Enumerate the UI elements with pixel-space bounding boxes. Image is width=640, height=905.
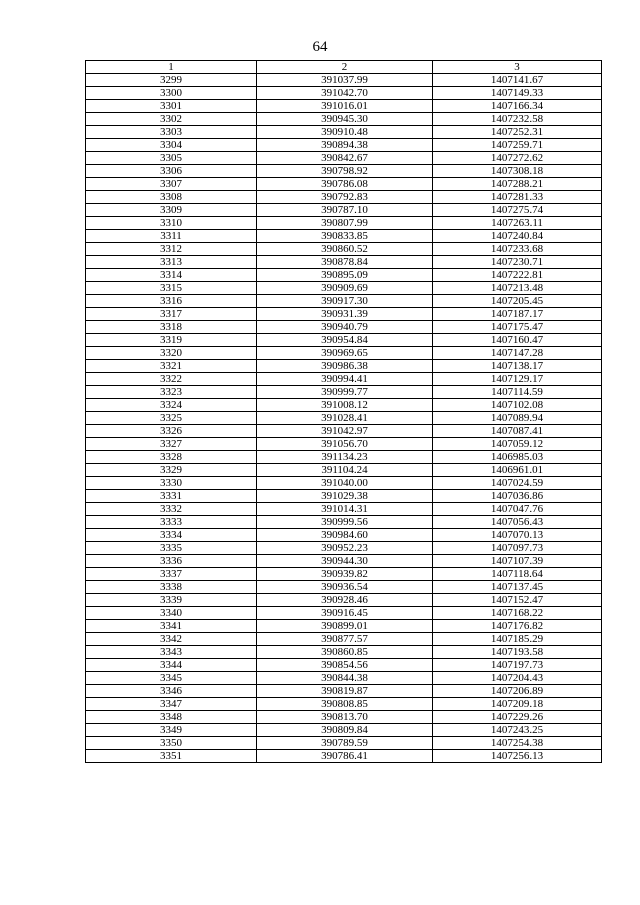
table-row (86, 412, 602, 425)
x-coordinate-cell: 390945.30 (257, 113, 433, 126)
y-coordinate-cell: 1407187.17 (433, 308, 602, 321)
y-coordinate-cell: 1407193.58 (433, 646, 602, 659)
x-coordinate-cell: 390986.38 (257, 360, 433, 373)
x-coordinate-cell: 390917.30 (257, 295, 433, 308)
table-row (86, 646, 602, 659)
y-coordinate-cell: 1407230.71 (433, 256, 602, 269)
y-coordinate-cell: 1407256.13 (433, 750, 602, 763)
table-row (86, 334, 602, 347)
y-coordinate-cell: 1407213.48 (433, 282, 602, 295)
table-row (86, 568, 602, 581)
y-coordinate-cell: 1407176.82 (433, 620, 602, 633)
x-coordinate-cell: 391134.23 (257, 451, 433, 464)
point-number-cell: 3327 (86, 438, 257, 451)
table-row (86, 360, 602, 373)
point-number-cell: 3330 (86, 477, 257, 490)
table-row (86, 490, 602, 503)
table-row (86, 464, 602, 477)
y-coordinate-cell: 1407024.59 (433, 477, 602, 490)
y-coordinate-cell: 1407281.33 (433, 191, 602, 204)
x-coordinate-cell: 391016.01 (257, 100, 433, 113)
point-number-cell: 3348 (86, 711, 257, 724)
point-number-cell: 3340 (86, 607, 257, 620)
point-number-cell: 3341 (86, 620, 257, 633)
table-row (86, 386, 602, 399)
y-coordinate-cell: 1407141.67 (433, 74, 602, 87)
y-coordinate-cell: 1407036.86 (433, 490, 602, 503)
point-number-cell: 3311 (86, 230, 257, 243)
table-row (86, 737, 602, 750)
table-row (86, 126, 602, 139)
table-row (86, 217, 602, 230)
x-coordinate-cell: 390999.77 (257, 386, 433, 399)
point-number-cell: 3331 (86, 490, 257, 503)
x-coordinate-cell: 390994.41 (257, 373, 433, 386)
table-header-row (86, 61, 602, 74)
point-number-cell: 3303 (86, 126, 257, 139)
table-row (86, 269, 602, 282)
table-row (86, 555, 602, 568)
table-body (86, 74, 602, 763)
y-coordinate-cell: 1407206.89 (433, 685, 602, 698)
x-coordinate-cell: 390808.85 (257, 698, 433, 711)
y-coordinate-cell: 1407209.18 (433, 698, 602, 711)
x-coordinate-cell: 390844.38 (257, 672, 433, 685)
table-row (86, 321, 602, 334)
y-coordinate-cell: 1407197.73 (433, 659, 602, 672)
table-row (86, 542, 602, 555)
y-coordinate-cell: 1407232.58 (433, 113, 602, 126)
x-coordinate-cell: 390860.85 (257, 646, 433, 659)
table-row (86, 581, 602, 594)
y-coordinate-cell: 1407114.59 (433, 386, 602, 399)
x-coordinate-cell: 390984.60 (257, 529, 433, 542)
point-number-cell: 3310 (86, 217, 257, 230)
point-number-cell: 3319 (86, 334, 257, 347)
x-coordinate-cell: 390952.23 (257, 542, 433, 555)
y-coordinate-cell: 1407252.31 (433, 126, 602, 139)
table-row (86, 750, 602, 763)
point-number-cell: 3339 (86, 594, 257, 607)
x-coordinate-cell: 390819.87 (257, 685, 433, 698)
x-coordinate-cell: 390860.52 (257, 243, 433, 256)
table-row (86, 659, 602, 672)
point-number-cell: 3333 (86, 516, 257, 529)
x-coordinate-cell: 391037.99 (257, 74, 433, 87)
point-number-cell: 3321 (86, 360, 257, 373)
point-number-cell: 3323 (86, 386, 257, 399)
x-coordinate-cell: 391042.70 (257, 87, 433, 100)
x-coordinate-cell: 390931.39 (257, 308, 433, 321)
y-coordinate-cell: 1407147.28 (433, 347, 602, 360)
point-number-cell: 3351 (86, 750, 257, 763)
x-coordinate-cell: 390813.70 (257, 711, 433, 724)
table-row (86, 685, 602, 698)
table-row (86, 74, 602, 87)
y-coordinate-cell: 1407118.64 (433, 568, 602, 581)
column-header-point: 1 (86, 61, 257, 74)
point-number-cell: 3347 (86, 698, 257, 711)
table-row (86, 347, 602, 360)
x-coordinate-cell: 390842.67 (257, 152, 433, 165)
point-number-cell: 3346 (86, 685, 257, 698)
y-coordinate-cell: 1407138.17 (433, 360, 602, 373)
table-row (86, 230, 602, 243)
table-row (86, 451, 602, 464)
table-row (86, 516, 602, 529)
y-coordinate-cell: 1407089.94 (433, 412, 602, 425)
x-coordinate-cell: 390940.79 (257, 321, 433, 334)
point-number-cell: 3314 (86, 269, 257, 282)
y-coordinate-cell: 1407107.39 (433, 555, 602, 568)
table-row (86, 438, 602, 451)
point-number-cell: 3342 (86, 633, 257, 646)
x-coordinate-cell: 390916.45 (257, 607, 433, 620)
point-number-cell: 3322 (86, 373, 257, 386)
point-number-cell: 3304 (86, 139, 257, 152)
y-coordinate-cell: 1407129.17 (433, 373, 602, 386)
y-coordinate-cell: 1407275.74 (433, 204, 602, 217)
point-number-cell: 3312 (86, 243, 257, 256)
table-row (86, 633, 602, 646)
table-row (86, 607, 602, 620)
point-number-cell: 3335 (86, 542, 257, 555)
table-row (86, 256, 602, 269)
y-coordinate-cell: 1407205.45 (433, 295, 602, 308)
y-coordinate-cell: 1407166.34 (433, 100, 602, 113)
y-coordinate-cell: 1407240.84 (433, 230, 602, 243)
x-coordinate-cell: 391056.70 (257, 438, 433, 451)
point-number-cell: 3334 (86, 529, 257, 542)
table-row (86, 243, 602, 256)
x-coordinate-cell: 390786.41 (257, 750, 433, 763)
point-number-cell: 3309 (86, 204, 257, 217)
point-number-cell: 3300 (86, 87, 257, 100)
point-number-cell: 3299 (86, 74, 257, 87)
x-coordinate-cell: 390807.99 (257, 217, 433, 230)
point-number-cell: 3343 (86, 646, 257, 659)
table-row (86, 191, 602, 204)
y-coordinate-cell: 1407222.81 (433, 269, 602, 282)
column-header-y: 3 (433, 61, 602, 74)
x-coordinate-cell: 390878.84 (257, 256, 433, 269)
point-number-cell: 3329 (86, 464, 257, 477)
y-coordinate-cell: 1407229.26 (433, 711, 602, 724)
x-coordinate-cell: 390877.57 (257, 633, 433, 646)
point-number-cell: 3349 (86, 724, 257, 737)
table-row (86, 620, 602, 633)
y-coordinate-cell: 1406985.03 (433, 451, 602, 464)
point-number-cell: 3344 (86, 659, 257, 672)
y-coordinate-cell: 1407047.76 (433, 503, 602, 516)
x-coordinate-cell: 390798.92 (257, 165, 433, 178)
y-coordinate-cell: 1407102.08 (433, 399, 602, 412)
table-row (86, 425, 602, 438)
table-row (86, 399, 602, 412)
x-coordinate-cell: 390833.85 (257, 230, 433, 243)
point-number-cell: 3313 (86, 256, 257, 269)
x-coordinate-cell: 390954.84 (257, 334, 433, 347)
x-coordinate-cell: 391042.97 (257, 425, 433, 438)
y-coordinate-cell: 1407168.22 (433, 607, 602, 620)
x-coordinate-cell: 390999.56 (257, 516, 433, 529)
table-row (86, 204, 602, 217)
point-number-cell: 3301 (86, 100, 257, 113)
table-row (86, 711, 602, 724)
table-row (86, 295, 602, 308)
point-number-cell: 3328 (86, 451, 257, 464)
y-coordinate-cell: 1407272.62 (433, 152, 602, 165)
x-coordinate-cell: 390909.69 (257, 282, 433, 295)
point-number-cell: 3350 (86, 737, 257, 750)
column-header-x: 2 (257, 61, 433, 74)
table-row (86, 477, 602, 490)
point-number-cell: 3338 (86, 581, 257, 594)
table-row (86, 152, 602, 165)
y-coordinate-cell: 1407097.73 (433, 542, 602, 555)
x-coordinate-cell: 390895.09 (257, 269, 433, 282)
table-row (86, 165, 602, 178)
y-coordinate-cell: 1407204.43 (433, 672, 602, 685)
table-row (86, 373, 602, 386)
point-number-cell: 3324 (86, 399, 257, 412)
x-coordinate-cell: 391029.38 (257, 490, 433, 503)
y-coordinate-cell: 1407137.45 (433, 581, 602, 594)
y-coordinate-cell: 1407185.29 (433, 633, 602, 646)
point-number-cell: 3317 (86, 308, 257, 321)
x-coordinate-cell: 391104.24 (257, 464, 433, 477)
x-coordinate-cell: 390809.84 (257, 724, 433, 737)
x-coordinate-cell: 390944.30 (257, 555, 433, 568)
x-coordinate-cell: 390928.46 (257, 594, 433, 607)
point-number-cell: 3318 (86, 321, 257, 334)
x-coordinate-cell: 390899.01 (257, 620, 433, 633)
point-number-cell: 3320 (86, 347, 257, 360)
x-coordinate-cell: 390894.38 (257, 139, 433, 152)
table-row (86, 529, 602, 542)
y-coordinate-cell: 1407233.68 (433, 243, 602, 256)
table-row (86, 113, 602, 126)
table-row (86, 503, 602, 516)
y-coordinate-cell: 1407288.21 (433, 178, 602, 191)
point-number-cell: 3336 (86, 555, 257, 568)
x-coordinate-cell: 391008.12 (257, 399, 433, 412)
table-row (86, 724, 602, 737)
point-number-cell: 3337 (86, 568, 257, 581)
y-coordinate-cell: 1407059.12 (433, 438, 602, 451)
point-number-cell: 3315 (86, 282, 257, 295)
point-number-cell: 3316 (86, 295, 257, 308)
y-coordinate-cell: 1407152.47 (433, 594, 602, 607)
x-coordinate-cell: 390910.48 (257, 126, 433, 139)
x-coordinate-cell: 391040.00 (257, 477, 433, 490)
y-coordinate-cell: 1407070.13 (433, 529, 602, 542)
table-row (86, 87, 602, 100)
x-coordinate-cell: 390792.83 (257, 191, 433, 204)
y-coordinate-cell: 1407243.25 (433, 724, 602, 737)
table-row (86, 139, 602, 152)
y-coordinate-cell: 1407087.41 (433, 425, 602, 438)
x-coordinate-cell: 390786.08 (257, 178, 433, 191)
page-number: 64 (312, 39, 328, 55)
y-coordinate-cell: 1407160.47 (433, 334, 602, 347)
x-coordinate-cell: 391014.31 (257, 503, 433, 516)
table-row (86, 698, 602, 711)
y-coordinate-cell: 1407263.11 (433, 217, 602, 230)
table-row (86, 308, 602, 321)
y-coordinate-cell: 1407149.33 (433, 87, 602, 100)
y-coordinate-cell: 1407175.47 (433, 321, 602, 334)
table-row (86, 282, 602, 295)
table-row (86, 672, 602, 685)
x-coordinate-cell: 391028.41 (257, 412, 433, 425)
y-coordinate-cell: 1407056.43 (433, 516, 602, 529)
y-coordinate-cell: 1407259.71 (433, 139, 602, 152)
y-coordinate-cell: 1407308.18 (433, 165, 602, 178)
coordinates-table (85, 60, 602, 763)
point-number-cell: 3305 (86, 152, 257, 165)
x-coordinate-cell: 390939.82 (257, 568, 433, 581)
x-coordinate-cell: 390789.59 (257, 737, 433, 750)
x-coordinate-cell: 390969.65 (257, 347, 433, 360)
table-row (86, 100, 602, 113)
point-number-cell: 3306 (86, 165, 257, 178)
y-coordinate-cell: 1406961.01 (433, 464, 602, 477)
table-row (86, 594, 602, 607)
x-coordinate-cell: 390936.54 (257, 581, 433, 594)
point-number-cell: 3308 (86, 191, 257, 204)
point-number-cell: 3332 (86, 503, 257, 516)
point-number-cell: 3326 (86, 425, 257, 438)
table-row (86, 178, 602, 191)
x-coordinate-cell: 390854.56 (257, 659, 433, 672)
point-number-cell: 3302 (86, 113, 257, 126)
x-coordinate-cell: 390787.10 (257, 204, 433, 217)
point-number-cell: 3307 (86, 178, 257, 191)
y-coordinate-cell: 1407254.38 (433, 737, 602, 750)
point-number-cell: 3325 (86, 412, 257, 425)
point-number-cell: 3345 (86, 672, 257, 685)
